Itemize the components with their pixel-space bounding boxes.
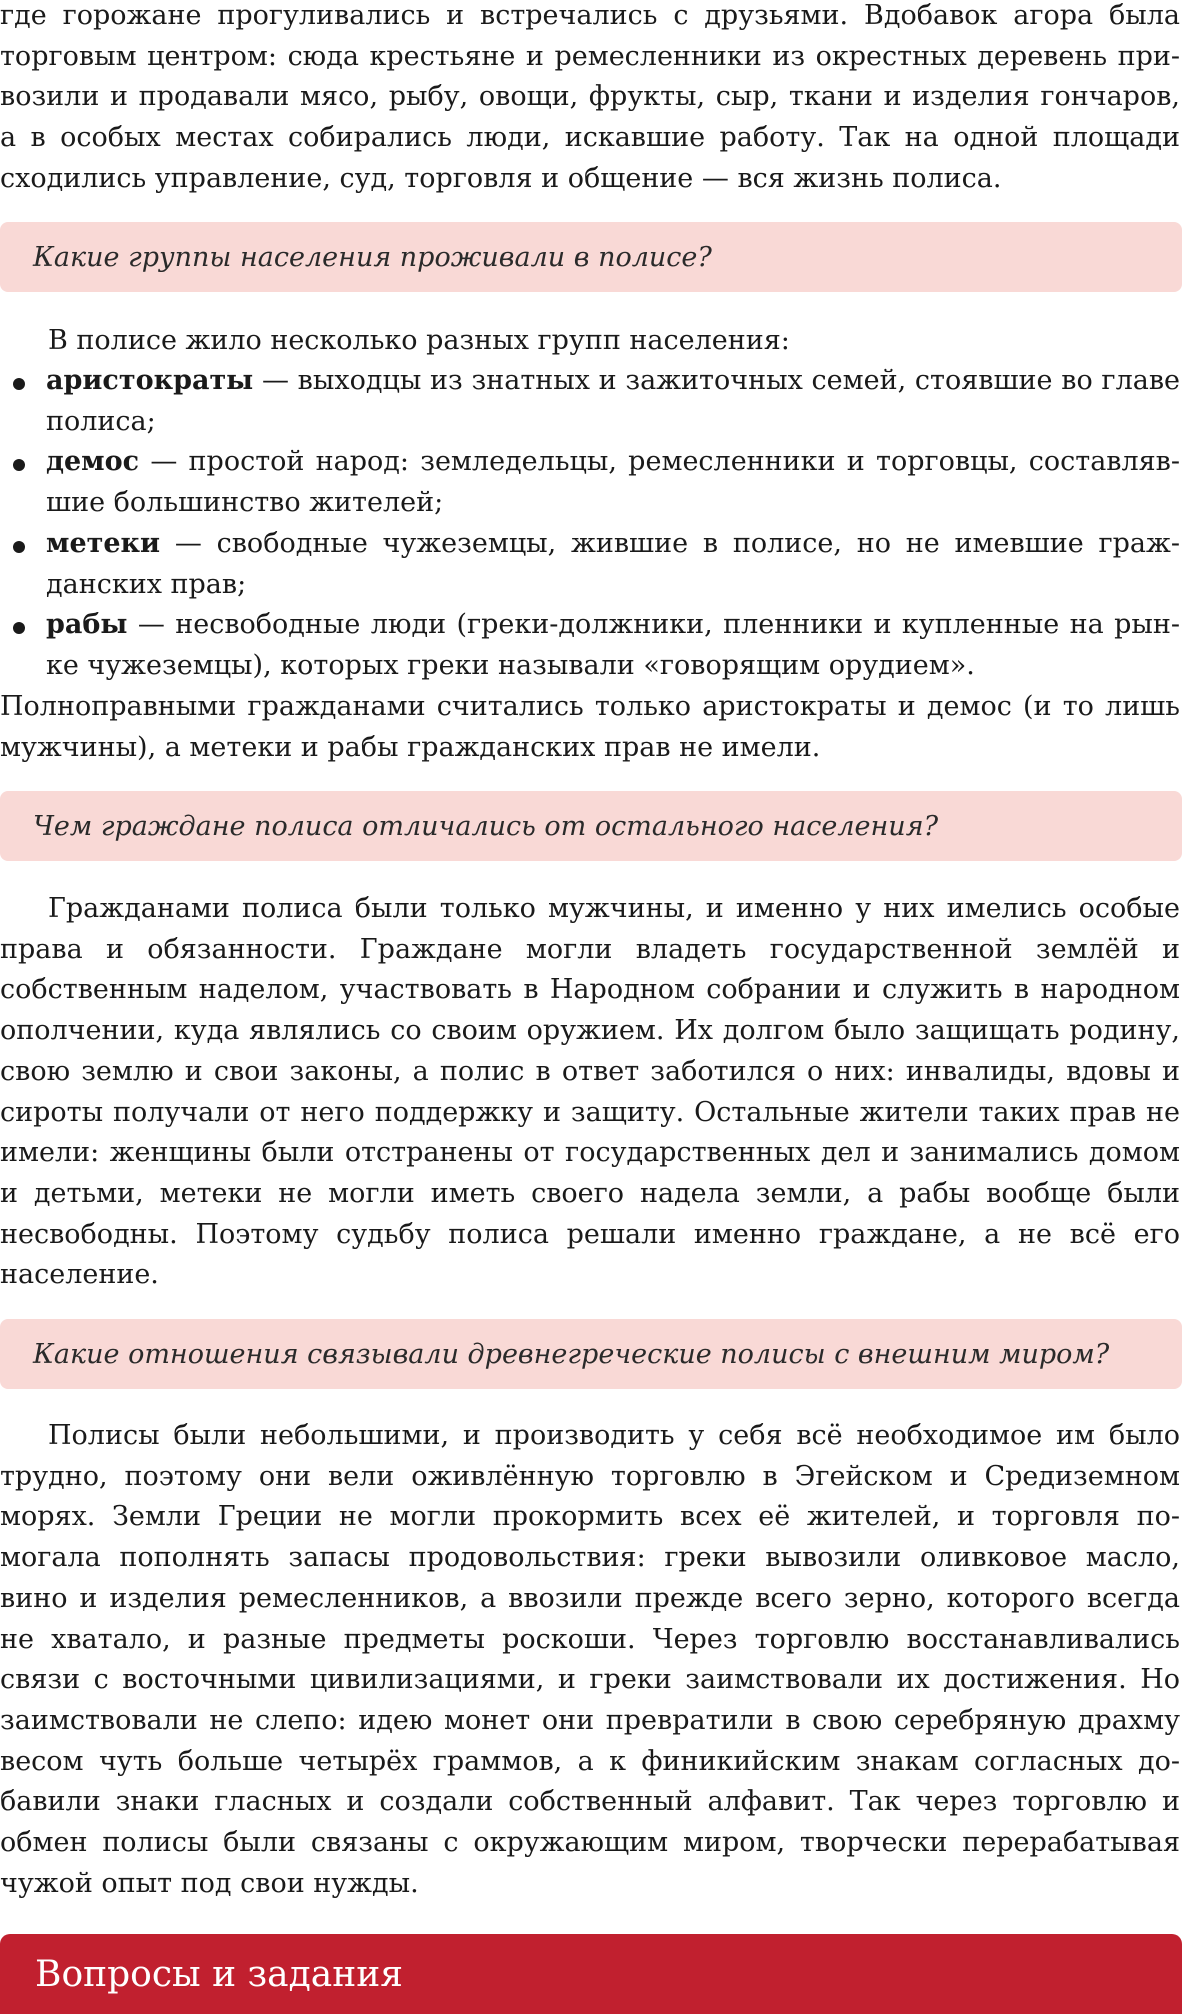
group-description: — несвободные люди (греки-должники, пленники и купленные на рынке чужеземцы), которых греки называли «говорящим орудием». [46,609,1180,681]
group-description: — свободные чужеземцы, жившие в полисе, но не имевшие гражданских прав; [46,527,1180,600]
groups-intro: В полисе жило несколько разных групп населения: [48,325,790,356]
list-item [0,605,1180,686]
group-term: метеки [46,527,161,559]
population-groups-list [0,361,1180,687]
list-item [0,361,1180,442]
group-term: рабы [46,609,128,641]
paragraph-citizens: Гражданами полиса были только мужчины, и именно у них имелись особые права и обязанности. Граждане могли владеть государственной землёй и собственным наделом, участвовать в Народном собрании и служить в народном ополчении, куда являлись со своим оружием. Их долгом было защищать родину, свою землю и свои законы, а полис в ответ заботился о них: инвалиды, вдовы и сироты получали от него поддержку и защиту. Остальные жители таких прав не имели: женщины были отстранены от государственных дел и занимались домом и детьми, метеки не могли иметь своего надела земли, а рабы вообще были несвободны. Поэтому судьбу полиса решали именно граждане, а не всё его население. [0,893,1180,1291]
bullet-icon [13,541,25,553]
paragraph-trade: Полисы были небольшими, и производить у себя всё необходимое им было трудно, поэтому они вели оживлённую торговлю в Эгейском и Средиземном морях. Земли Греции не могли прокормить всех её жителей, и торговля помогала пополнять запасы продовольствия: греки вывозили оливковое масло, вино и изделия ремесленников, а ввозили прежде всего зерно, которого всегда не хватало, и разные предметы роскоши. Через торговлю восстанавливались связи с восточными цивилизациями, и греки заимствовали их достижения. Но заимствовали не слепо: идею монет они превратили в свою серебряную драхму весом чуть больше четырёх граммов, а к финикийским знакам согласных добавили знаки гласных и создали собственный алфавит. Так через торговлю и обмен полисы были связаны с окружающим миром, творчески перерабатывая чужой опыт под свои нужды. [0,1420,1180,1899]
group-term: аристократы [46,365,254,396]
list-item [0,442,1180,523]
group-description: — простой народ: земледельцы, ремесленники и торговцы, составлявшие большинство жителей; [46,446,1180,519]
question-text: Какие отношения связывали древнегреческие полисы с внешним миром? [33,1338,1110,1370]
group-description: — выходцы из знатных и зажиточных семей, стоявшие во главе полиса; [46,365,1180,437]
section-title: Вопросы и задания [35,1953,403,1995]
question-bar-population-groups [0,222,1182,292]
question-text: Какие группы населения проживали в полисе? [33,241,712,273]
question-text: Чем граждане полиса отличались от остального населения? [33,810,939,842]
bullet-icon [13,459,25,471]
group-term: демос [46,446,140,478]
paragraph-agora: где горожане прогуливались и встречались с друзьями. Вдобавок агора была торговым центром: сюда крестьяне и ремесленники из окрестных деревень привозили и продавали мясо, рыбу, овощи, фрукты, сыр, ткани и изделия гончаров, а в особых местах собирались люди, искавшие работу. Так на одной площади сходились управление, суд, торговля и общение — вся жизнь полиса. [0,0,1180,194]
question-bar-outside-world [0,1319,1182,1389]
bullet-icon [13,622,25,634]
bullet-icon [13,378,25,390]
section-header-questions [0,1934,1182,2014]
list-item [0,524,1180,605]
question-bar-citizens [0,791,1182,861]
groups-conclusion: Полноправными гражданами считались только аристократы и демос (и то лишь мужчины), а метеки и рабы гражданских прав не имели. [0,691,1180,763]
